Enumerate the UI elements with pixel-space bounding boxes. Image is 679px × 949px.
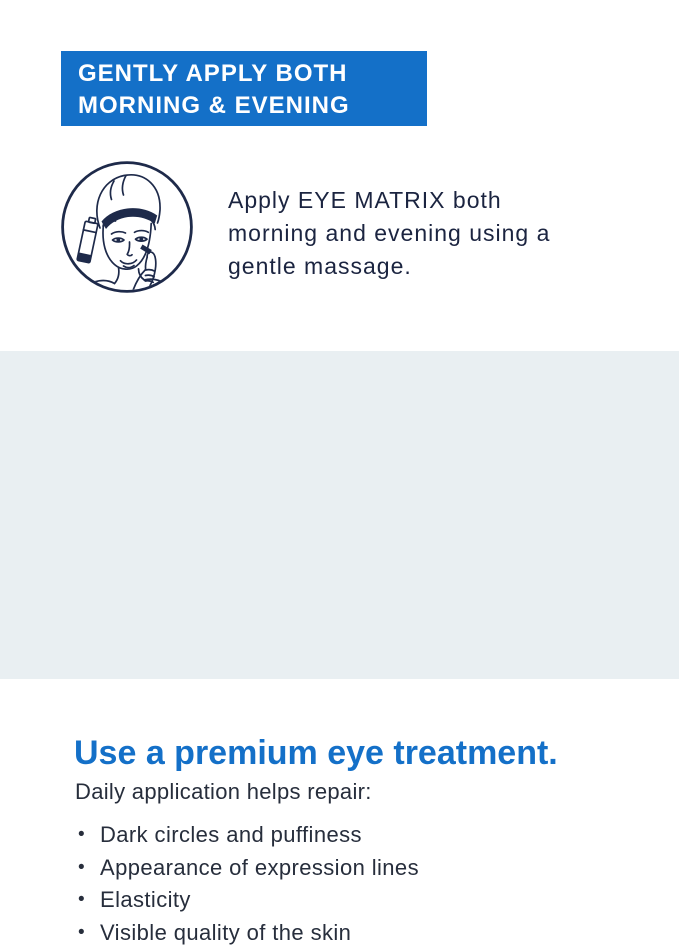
benefits-heading: Use a premium eye treatment. xyxy=(74,734,558,773)
bullet-icon: • xyxy=(78,824,100,846)
application-line-1: Apply EYE MATRIX both xyxy=(228,184,550,217)
benefit-item-label: Dark circles and puffiness xyxy=(100,822,362,848)
bullet-icon: • xyxy=(78,922,100,944)
application-line-2: morning and evening using a xyxy=(228,217,550,250)
bullet-icon: • xyxy=(78,857,100,879)
application-instructions xyxy=(228,184,550,283)
benefits-list xyxy=(78,819,419,949)
benefit-item xyxy=(78,852,419,885)
benefits-subheading: Daily application helps repair: xyxy=(75,779,372,805)
benefits-section xyxy=(0,351,679,679)
benefit-item xyxy=(78,917,419,949)
benefit-item xyxy=(78,819,419,852)
application-line-3: gentle massage. xyxy=(228,250,550,283)
benefit-item-label: Elasticity xyxy=(100,887,191,913)
banner xyxy=(61,51,427,126)
bullet-icon: • xyxy=(78,889,100,911)
banner-line-2: MORNING & EVENING xyxy=(78,90,427,122)
benefit-item-label: Visible quality of the skin xyxy=(100,920,351,946)
woman-applying-eye-cream-icon xyxy=(60,160,194,294)
benefit-item xyxy=(78,884,419,917)
banner-line-1: GENTLY APPLY BOTH xyxy=(78,58,427,90)
benefit-item-label: Appearance of expression lines xyxy=(100,855,419,881)
